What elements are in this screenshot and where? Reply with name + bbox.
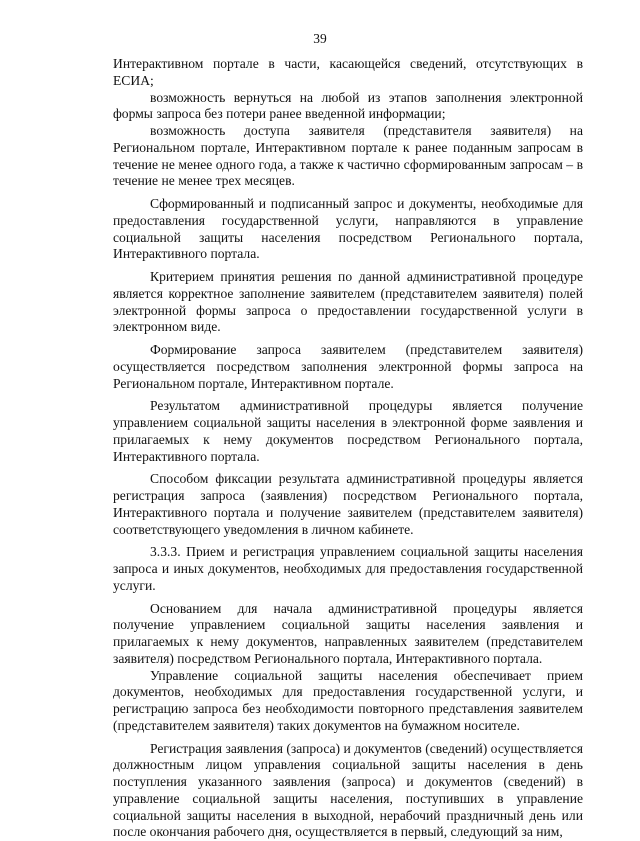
- paragraph-6: Формирование запроса заявителем (представителем заявителя) осуществляется посредством заполнения электронной формы запроса на Региональном портале, Интерактивном портале.: [113, 342, 583, 392]
- paragraph-12: Регистрация заявления (запроса) и документов (сведений) осуществляется должностным лицом управления социальной защиты населения в день поступления указанного заявления (запроса) и документов (сведений) в управление социальной защиты населения, поступивших в управление социальной защиты населения в выходной, нерабочий праздничный день или после окончания рабочего дня, осуществляется в первый, следующий за ним,: [113, 741, 583, 841]
- paragraph-7: Результатом административной процедуры является получение управлением социальной защиты населения в электронной форме заявления и прилагаемых к нему документов посредством Регионального портала, Интерактивного портала.: [113, 398, 583, 465]
- paragraph-3: возможность доступа заявителя (представителя заявителя) на Региональном портале, Интерактивном портале к ранее поданным запросам в течение не менее одного года, а также к частично сформированным запросам – в течение не менее трех месяцев.: [113, 123, 583, 190]
- paragraph-1: Интерактивном портале в части, касающейся сведений, отсутствующих в ЕСИА;: [113, 56, 583, 90]
- document-body: [113, 56, 583, 841]
- section-heading-3-3-3: 3.3.3. Прием и регистрация управлением социальной защиты населения запроса и иных документов, необходимых для предоставления государственной услуги.: [113, 544, 583, 594]
- page-number: 39: [0, 31, 640, 47]
- paragraph-4: Сформированный и подписанный запрос и документы, необходимые для предоставления государственной услуги, направляются в управление социальной защиты населения посредством Регионального портала, Интерактивного портала.: [113, 196, 583, 263]
- paragraph-2: возможность вернуться на любой из этапов заполнения электронной формы запроса без потери ранее введенной информации;: [113, 90, 583, 124]
- paragraph-11: Управление социальной защиты населения обеспечивает прием документов, необходимых для предоставления государственной услуги, и регистрацию запроса без необходимости повторного представления заявителем (представителем заявителя) таких документов на бумажном носителе.: [113, 668, 583, 735]
- paragraph-10: Основанием для начала административной процедуры является получение управлением социальной защиты населения заявления и прилагаемых к нему документов, направленных заявителем (представителем заявителя) посредством Регионального портала, Интерактивного портала.: [113, 601, 583, 668]
- paragraph-8: Способом фиксации результата административной процедуры является регистрация запроса (заявления) посредством Регионального портала, Интерактивного портала и получение заявителем (представителем заявителя) соответствующего уведомления в личном кабинете.: [113, 471, 583, 538]
- paragraph-5: Критерием принятия решения по данной административной процедуре является корректное заполнение заявителем (представителем заявителя) полей электронной формы запроса о предоставлении государственной услуги в электронном виде.: [113, 269, 583, 336]
